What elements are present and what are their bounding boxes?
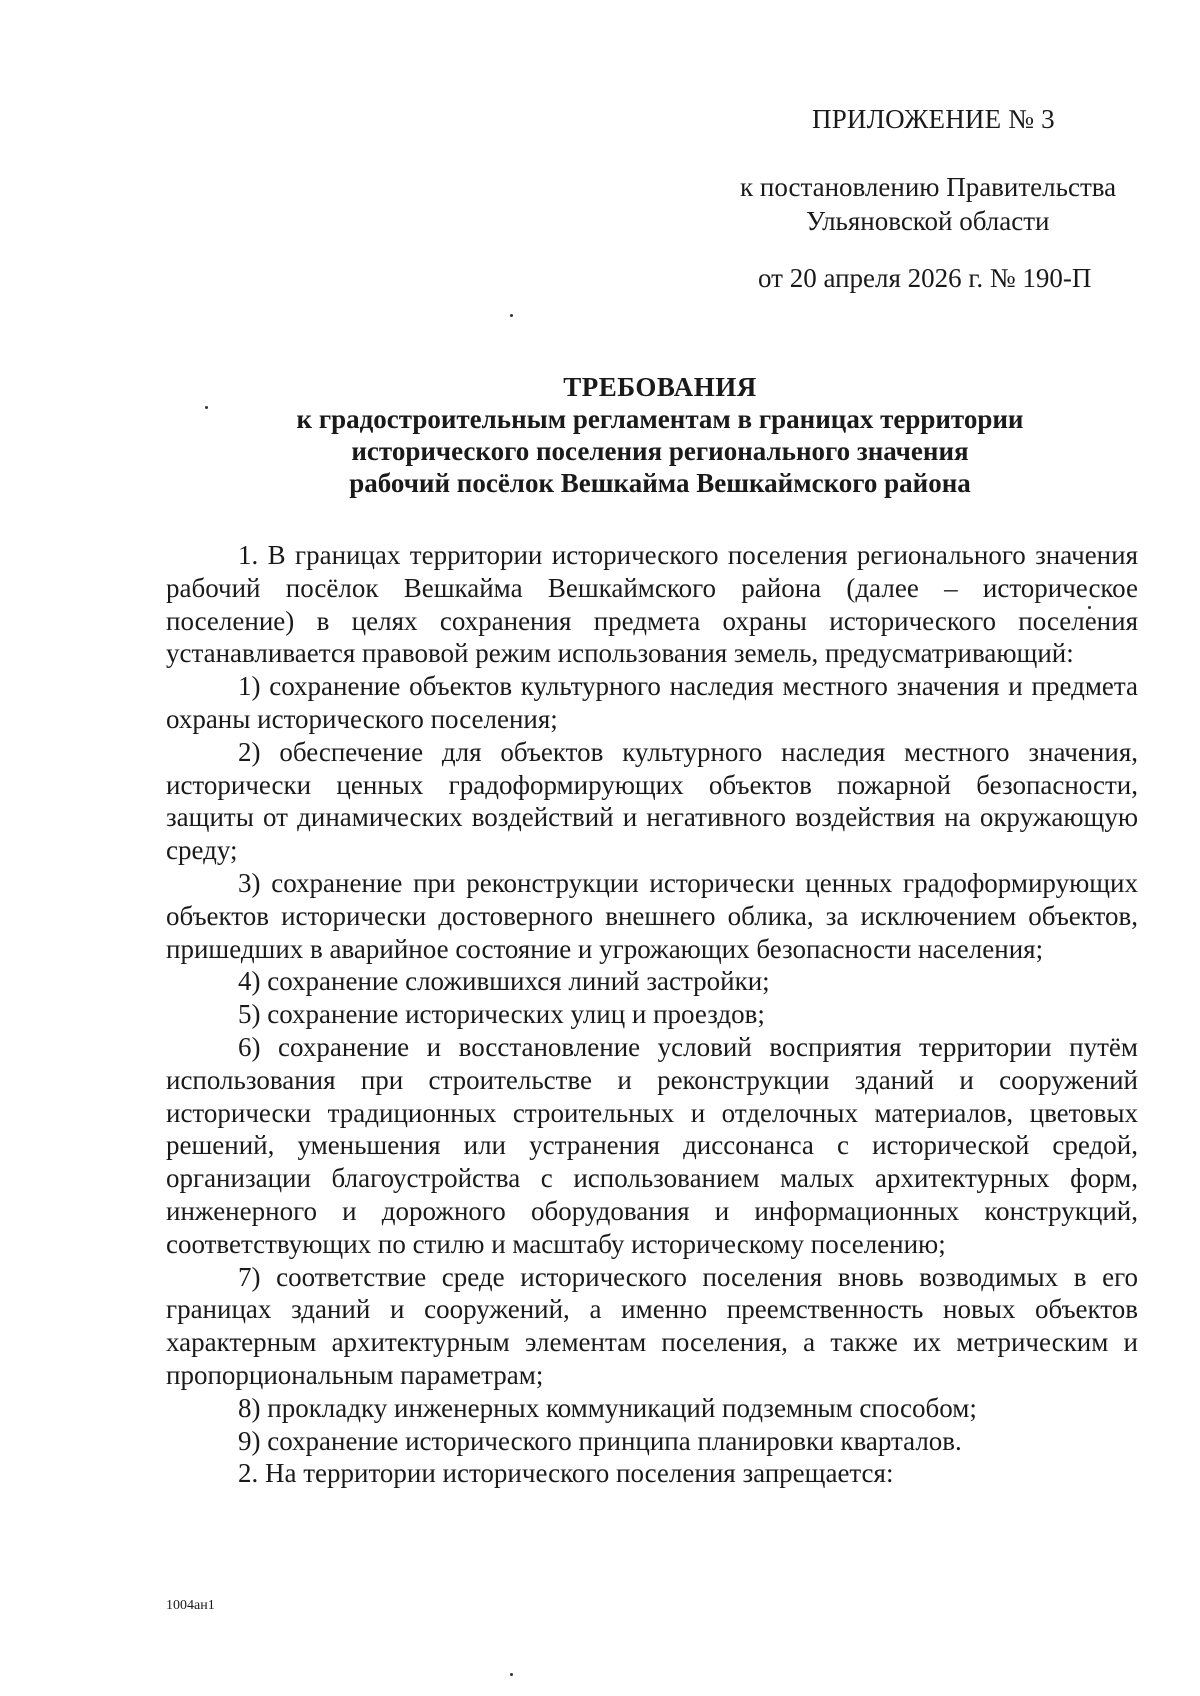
body-paragraph: 9) сохранение исторического принципа планировки кварталов. <box>238 1425 962 1456</box>
body-paragraph: 8) прокладку инженерных коммуникаций подземным способом; <box>238 1392 977 1423</box>
body-paragraph: 2) обеспечение для объектов культурного наследия местного значения, исторически ценных градоформирующих объектов пожарной безопасности, защиты от динамических воздействий и негативного воздействия на окружающую среду; <box>166 736 1138 866</box>
body-paragraph: 1) сохранение объектов культурного наследия местного значения и предмета охраны исторического поселения; <box>166 671 1138 734</box>
body-paragraph: 5) сохранение исторических улиц и проездов; <box>238 999 765 1030</box>
decree-reference-line-2: Ульяновской области <box>806 206 1050 236</box>
appendix-label: ПРИЛОЖЕНИЕ № 3 <box>812 104 1055 134</box>
document-title-block <box>160 372 1160 499</box>
body-paragraph: 4) сохранение сложившихся линий застройки; <box>238 966 770 997</box>
document-subtitle-line: исторического поселения регионального значения <box>351 436 969 466</box>
body-paragraph: 3) сохранение при реконструкции исторически ценных градоформирующих объектов исторически достоверного внешнего облика, за исключением объектов, пришедших в аварийное состояние и угрожающих безопасности населения; <box>166 867 1138 964</box>
decree-date-number: от 20 апреля 2026 г. № 190-П <box>758 263 1092 293</box>
decree-reference-line-1: к постановлению Правительства <box>740 172 1117 202</box>
document-title: ТРЕБОВАНИЯ <box>563 372 757 402</box>
body-paragraph: 2. На территории исторического поселения запрещается: <box>238 1458 894 1489</box>
document-body <box>166 539 1138 1490</box>
document-subtitle-line: к градостроительным регламентам в границах территории <box>296 404 1024 434</box>
body-paragraph: 6) сохранение и восстановление условий восприятия территории путём использования при строительстве и реконструкции зданий и сооружений исторически традиционных строительных и отделочных материалов, цветовых решений, уменьшения или устранения диссонанса с исторической средой, организации благоустройства с использованием малых архитектурных форм, инженерного и дорожного оборудования и информационных конструкций, соответствующих по стилю и масштабу историческому поселению; <box>166 1031 1138 1259</box>
body-paragraph: 7) соответствие среде исторического поселения вновь возводимых в его границах зданий и сооружений, а именно преемственность новых объектов характерным архитектурным элементам поселения, а также их метрическим и пропорциональным параметрам; <box>166 1261 1138 1390</box>
scan-speck <box>510 1673 513 1676</box>
scan-speck <box>510 314 513 317</box>
document-subtitle-line: рабочий посёлок Вешкайма Вешкаймского района <box>349 468 971 498</box>
body-paragraph: 1. В границах территории исторического поселения регионального значения рабочий посёлок Вешкайма Вешкаймского района (далее – историческое поселение) в целях сохранения предмета охраны исторического поселения устанавливается правовой режим использования земель, предусматривающий: <box>166 540 1138 669</box>
footer-document-code: 1004ан1 <box>166 1598 215 1613</box>
